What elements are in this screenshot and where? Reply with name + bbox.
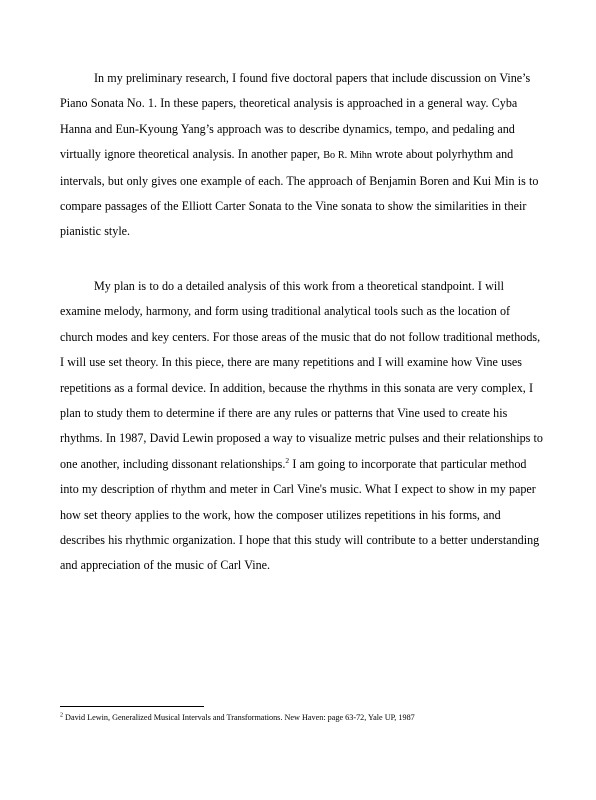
author-name: Bo R. Mihn: [323, 150, 372, 162]
footnote-marker: 2: [60, 712, 63, 719]
paragraph-preliminary-research: [60, 66, 544, 245]
paragraph-text: wrote about polyrhythm and intervals, but only gives one example of each. The approach of Benjamin Boren and Kui Min is to compare passages of the Elliott Carter Sonata to the Vine sonata to show the similarities in their pianistic style.: [60, 147, 539, 239]
footnote-divider: [60, 706, 204, 707]
paragraph-text: In my preliminary research, I found five doctoral papers that include discussion on Vine’s Piano Sonata No. 1. In these papers, theoretical analysis is approached in a general way. Cyba Hanna and Eun-Kyoung Yang’s approach was to describe dynamics, tempo, and pedaling and virtually ignore theoretical analysis. In another paper,: [60, 71, 531, 162]
footnote: [60, 712, 550, 723]
paragraph-text: My plan is to do a detailed analysis of this work from a theoretical standpoint. I will examine melody, harmony, and form using traditional analytical tools such as the location of church modes and key centers. For those areas of the music that do not follow traditional methods, I will use set theory. In this piece, there are many repetitions and I will examine how Vine uses repetitions as a formal device. In addition, because the rhythms in this sonata are very complex, I plan to study them to determine if there are any rules or patterns that Vine used to create his rhythms. In 1987, David Lewin proposed a way to visualize metric pulses and their relationships to one another, including dissonant relationships.: [60, 279, 543, 471]
footnote-text: David Lewin, Generalized Musical Intervals and Transformations. New Haven: page 63-72, Yale UP, 1987: [63, 713, 415, 722]
paragraph-text: I am going to incorporate that particular method into my description of rhythm and meter in Carl Vine's music. What I expect to show in my paper how set theory applies to the work, how the composer utilizes repetitions in his forms, and describes his rhythmic organization. I hope that this study will contribute to a better understanding and appreciation of the music of Carl Vine.: [60, 456, 540, 573]
paragraph-research-plan: [60, 274, 544, 579]
footnote-reference: 2: [285, 455, 290, 465]
